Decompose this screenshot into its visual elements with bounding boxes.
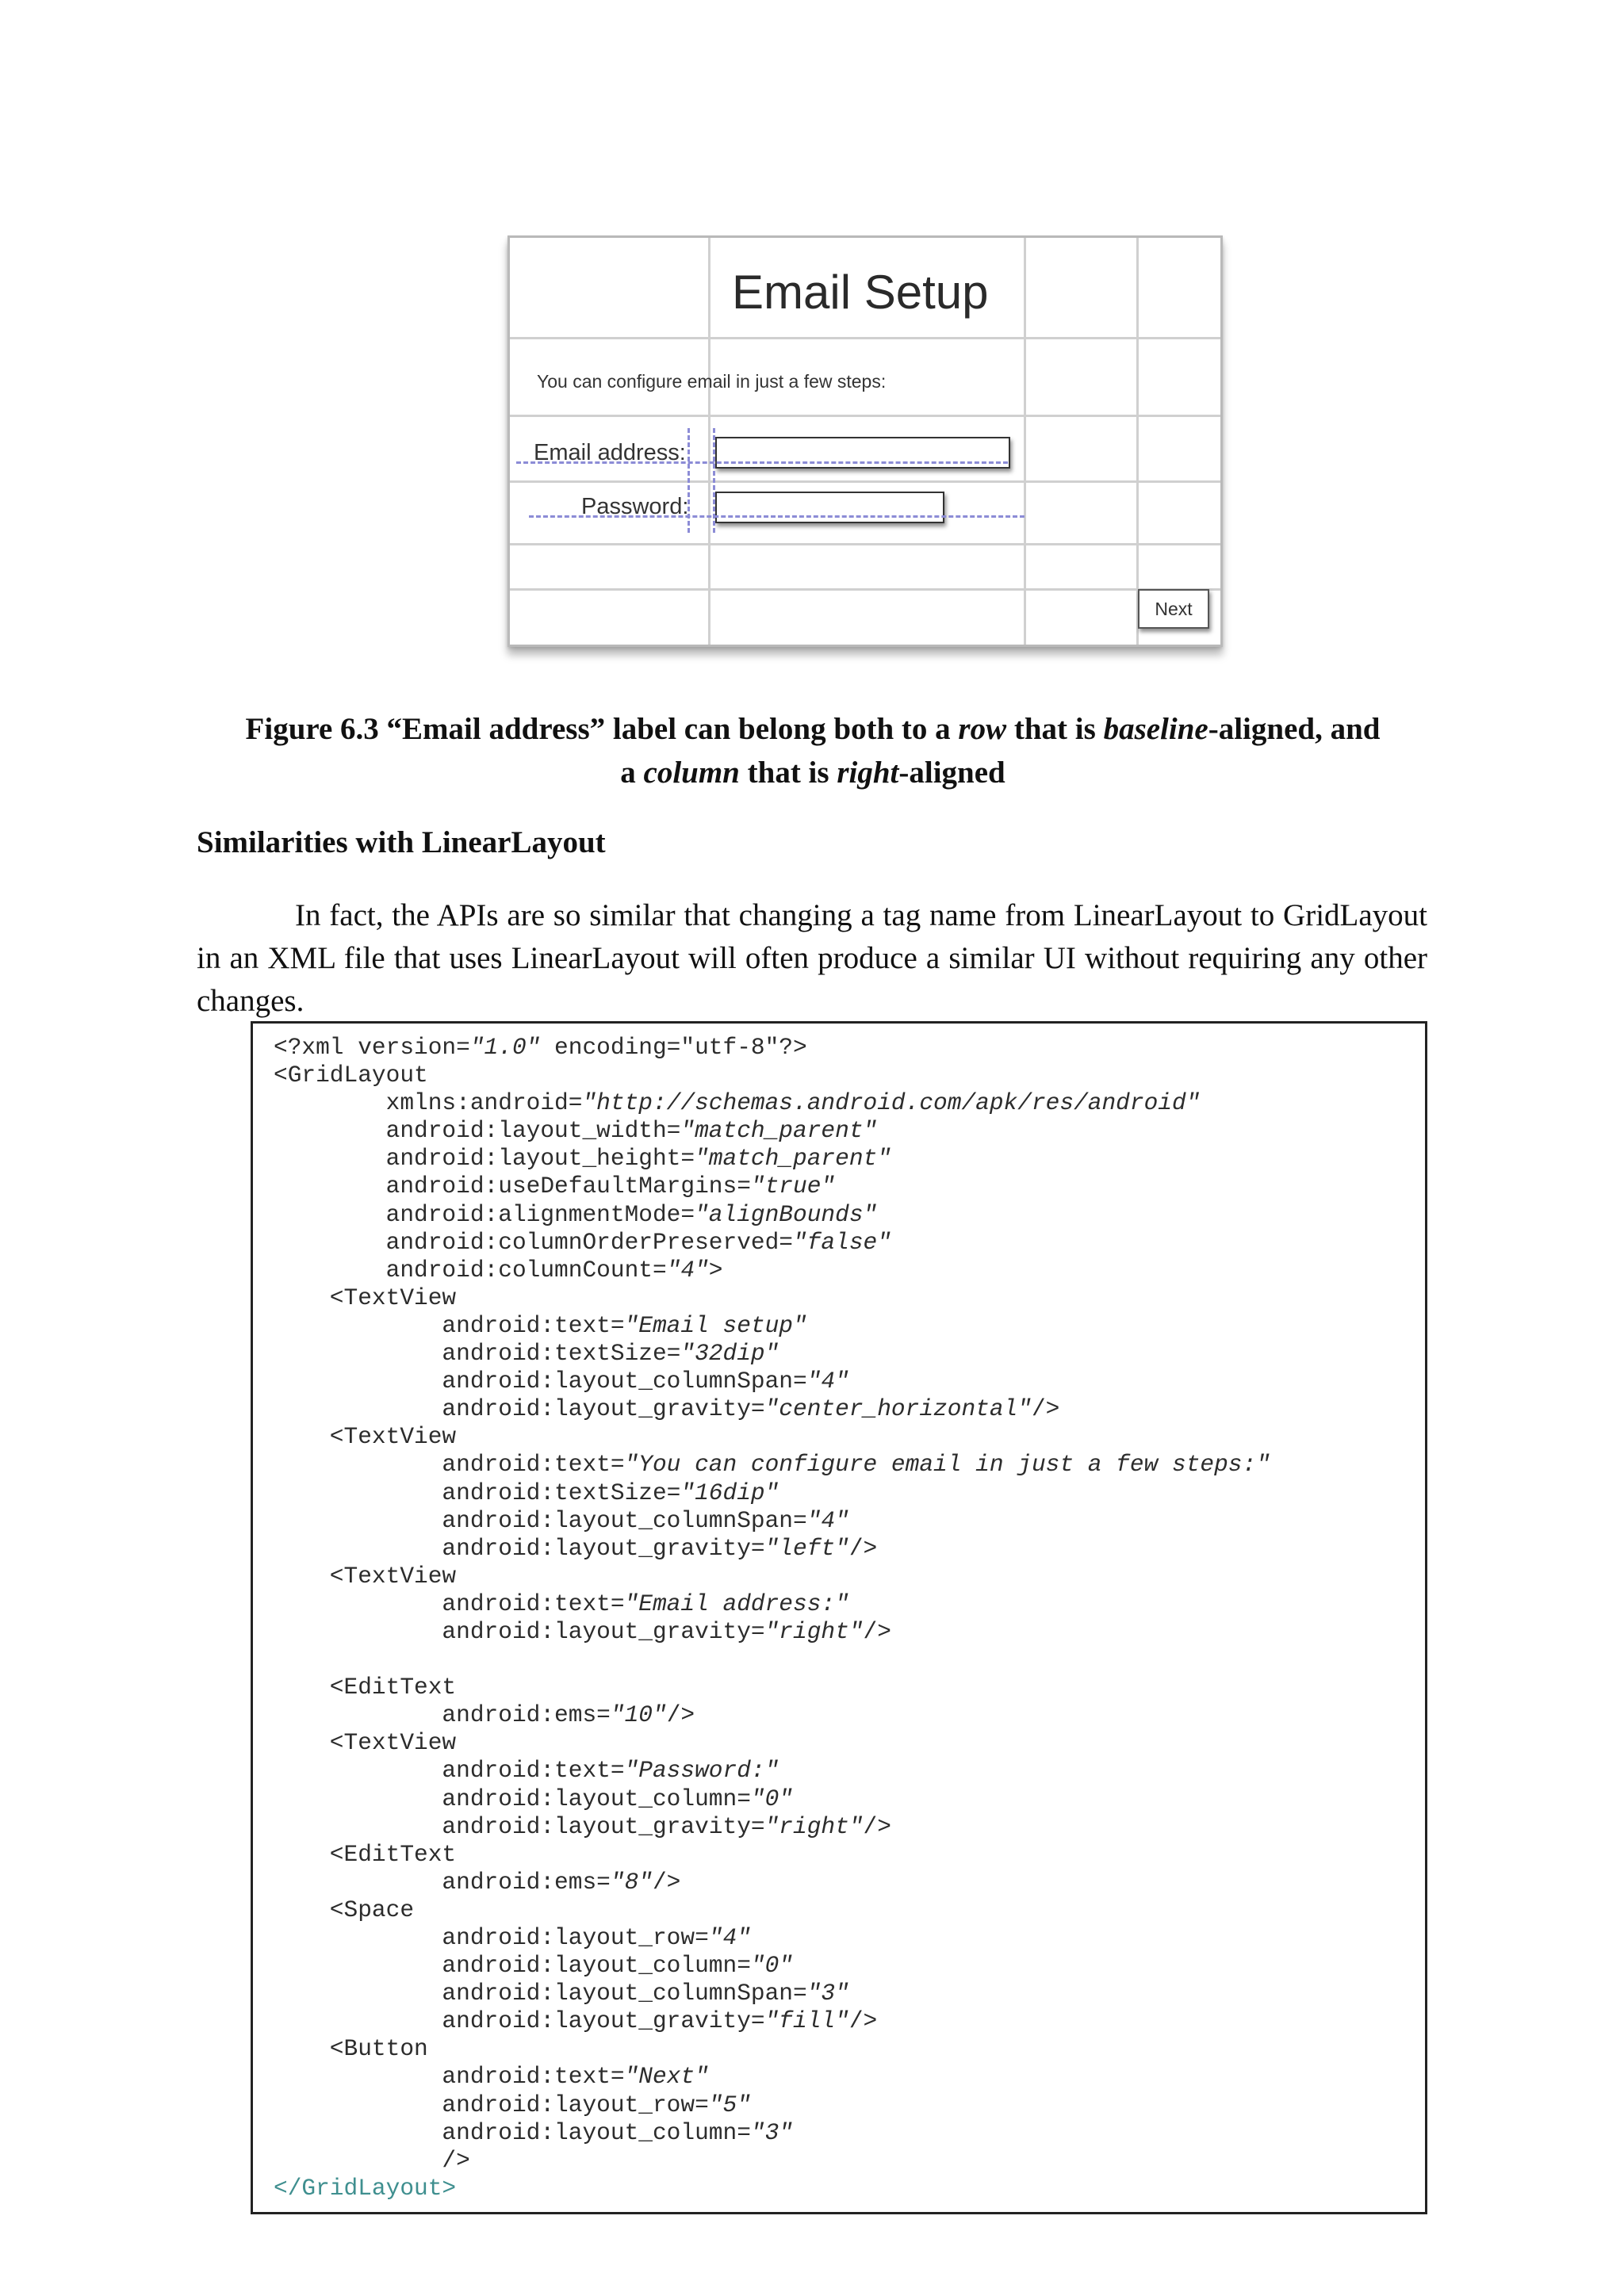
code-attr-value: "center_horizontal" bbox=[764, 1395, 1032, 1423]
code-attr-value: "32dip" bbox=[680, 1340, 779, 1368]
code-line: <EditText bbox=[274, 1674, 457, 1701]
code-attr-value: "You can configure email in just a few steps:" bbox=[624, 1451, 1270, 1479]
code-line: android:layout_columnSpan="3" bbox=[274, 1980, 849, 2007]
code-line: android:ems="8"/> bbox=[274, 1868, 681, 1896]
password-field[interactable] bbox=[715, 492, 944, 523]
code-attr-value: "http://schemas.android.com/apk/res/android" bbox=[582, 1089, 1201, 1117]
grid-line bbox=[1136, 238, 1139, 645]
code-line: android:layout_gravity="center_horizontal"/> bbox=[274, 1395, 1060, 1423]
alignment-guide bbox=[713, 428, 715, 533]
code-attr-value: "fill" bbox=[764, 2007, 849, 2035]
code-line: <Space bbox=[274, 1896, 415, 1923]
code-line: android:alignmentMode="alignBounds" bbox=[274, 1200, 878, 1228]
code-listing bbox=[274, 1034, 1270, 2202]
code-listing-box bbox=[251, 1021, 1427, 2214]
code-close-tag: </GridLayout> bbox=[274, 2174, 457, 2202]
code-line: android:useDefaultMargins="true" bbox=[274, 1173, 836, 1200]
code-line: android:text="Next" bbox=[274, 2063, 709, 2091]
email-address-label: Email address: bbox=[534, 440, 686, 465]
code-attr-value: "4" bbox=[806, 1506, 849, 1534]
section-heading: Similarities with LinearLayout bbox=[197, 825, 606, 859]
caption-run: right bbox=[837, 756, 899, 790]
code-line: android:layout_width="match_parent" bbox=[274, 1117, 878, 1145]
code-attr-value: "match_parent" bbox=[680, 1117, 878, 1145]
caption-line-2 bbox=[190, 751, 1435, 794]
code-line: android:layout_column="3" bbox=[274, 2118, 794, 2146]
caption-run: -aligned, and bbox=[1208, 712, 1381, 746]
figure-subtitle: You can configure email in just a few steps: bbox=[537, 371, 887, 392]
baseline-guide bbox=[516, 461, 1008, 464]
grid-line bbox=[708, 238, 710, 645]
code-line: android:layout_columnSpan="4" bbox=[274, 1368, 849, 1395]
figure-caption bbox=[190, 707, 1435, 794]
code-attr-value: "true" bbox=[750, 1173, 836, 1200]
grid-line bbox=[510, 480, 1220, 483]
code-attr-value: "0" bbox=[750, 1952, 794, 1980]
baseline-guide bbox=[529, 515, 1025, 518]
alignment-guide bbox=[688, 428, 690, 533]
caption-run: baseline bbox=[1103, 712, 1208, 746]
code-line bbox=[274, 1646, 1270, 1674]
code-line: /> bbox=[274, 2146, 470, 2174]
caption-run: that is bbox=[1006, 712, 1104, 746]
code-line: android:layout_height="match_parent" bbox=[274, 1145, 891, 1173]
code-attr-value: "Next" bbox=[624, 2063, 709, 2091]
code-line: android:layout_column="0" bbox=[274, 1952, 794, 1980]
code-line: android:textSize="16dip" bbox=[274, 1479, 779, 1506]
code-line: <EditText bbox=[274, 1840, 457, 1868]
code-attr-value: "4" bbox=[708, 1924, 751, 1951]
grid-line bbox=[510, 337, 1220, 339]
code-attr-value: "5" bbox=[708, 2091, 751, 2118]
code-line: android:columnCount="4"> bbox=[274, 1256, 723, 1284]
code-attr-value: "0" bbox=[750, 1785, 794, 1812]
code-line: android:layout_row="4" bbox=[274, 1924, 751, 1951]
code-line: android:text="Email address:" bbox=[274, 1590, 849, 1617]
code-line: android:text="Email setup" bbox=[274, 1311, 807, 1339]
code-line: <TextView bbox=[274, 1284, 457, 1311]
code-attr-value: "false" bbox=[793, 1228, 891, 1256]
caption-run: row bbox=[958, 712, 1007, 746]
caption-run: that is bbox=[739, 756, 837, 790]
code-line: android:layout_gravity="right"/> bbox=[274, 1812, 891, 1840]
code-line: android:layout_gravity="fill"/> bbox=[274, 2007, 878, 2035]
code-attr-value: "alignBounds" bbox=[695, 1200, 878, 1228]
caption-run: -aligned bbox=[898, 756, 1005, 790]
code-line: android:ems="10"/> bbox=[274, 1701, 695, 1729]
code-line: android:text="Password:" bbox=[274, 1757, 779, 1785]
code-line: android:text="You can configure email in just a few steps:" bbox=[274, 1451, 1270, 1479]
code-attr-value: "10" bbox=[610, 1701, 667, 1729]
code-attr-value: "Email address:" bbox=[624, 1590, 849, 1617]
caption-run: a bbox=[620, 756, 644, 790]
next-button[interactable]: Next bbox=[1138, 589, 1209, 629]
caption-run: “Email address” label can belong both to a bbox=[386, 712, 959, 746]
code-attr-value: "4" bbox=[666, 1256, 709, 1284]
code-line: <TextView bbox=[274, 1562, 457, 1590]
code-line: xmlns:android="http://schemas.android.com/apk/res/android" bbox=[274, 1089, 1201, 1117]
code-line: android:layout_row="5" bbox=[274, 2091, 751, 2118]
code-line: android:layout_column="0" bbox=[274, 1785, 794, 1812]
code-attr-value: "8" bbox=[610, 1868, 653, 1896]
code-line: <?xml version="1.0" encoding="utf-8"?> bbox=[274, 1034, 807, 1061]
code-attr-value: "Email setup" bbox=[624, 1311, 807, 1339]
grid-line bbox=[510, 588, 1220, 591]
code-attr-value: "Password:" bbox=[624, 1757, 779, 1785]
code-attr-value: "16dip" bbox=[680, 1479, 779, 1506]
code-line: android:columnOrderPreserved="false" bbox=[274, 1228, 891, 1256]
code-line: <TextView bbox=[274, 1729, 457, 1757]
grid-line bbox=[510, 415, 1220, 417]
caption-run: Figure 6.3 bbox=[245, 712, 387, 746]
code-line: android:textSize="32dip" bbox=[274, 1340, 779, 1368]
code-attr-value: "match_parent" bbox=[695, 1145, 891, 1173]
body-paragraph: In fact, the APIs are so similar that changing a tag name from LinearLayout to GridLayout in an XML file that uses LinearLayout will often produce a similar UI without requiring any other changes. bbox=[197, 898, 1427, 1018]
caption-run: column bbox=[643, 756, 740, 790]
code-attr-value: "3" bbox=[806, 1980, 849, 2007]
code-attr-value: "right" bbox=[764, 1617, 864, 1645]
grid-line bbox=[510, 543, 1220, 545]
code-attr-value: "right" bbox=[764, 1812, 864, 1840]
email-setup-figure bbox=[508, 235, 1223, 647]
code-attr-value: "3" bbox=[750, 2118, 794, 2146]
code-line bbox=[274, 2175, 1270, 2202]
caption-line-1 bbox=[190, 707, 1435, 751]
code-line: <TextView bbox=[274, 1423, 457, 1451]
grid-line bbox=[1024, 238, 1026, 645]
code-line: <GridLayout bbox=[274, 1062, 428, 1089]
code-attr-value: "left" bbox=[764, 1534, 849, 1562]
code-line: android:layout_gravity="left"/> bbox=[274, 1534, 878, 1562]
code-attr-value: "4" bbox=[806, 1368, 849, 1395]
code-line: android:layout_columnSpan="4" bbox=[274, 1506, 849, 1534]
code-line: <Button bbox=[274, 2035, 428, 2063]
figure-title: Email Setup bbox=[732, 266, 989, 319]
password-label: Password: bbox=[581, 494, 689, 519]
email-field[interactable] bbox=[715, 437, 1010, 469]
code-attr-value: "1.0" bbox=[469, 1034, 541, 1061]
code-line: android:layout_gravity="right"/> bbox=[274, 1617, 891, 1645]
